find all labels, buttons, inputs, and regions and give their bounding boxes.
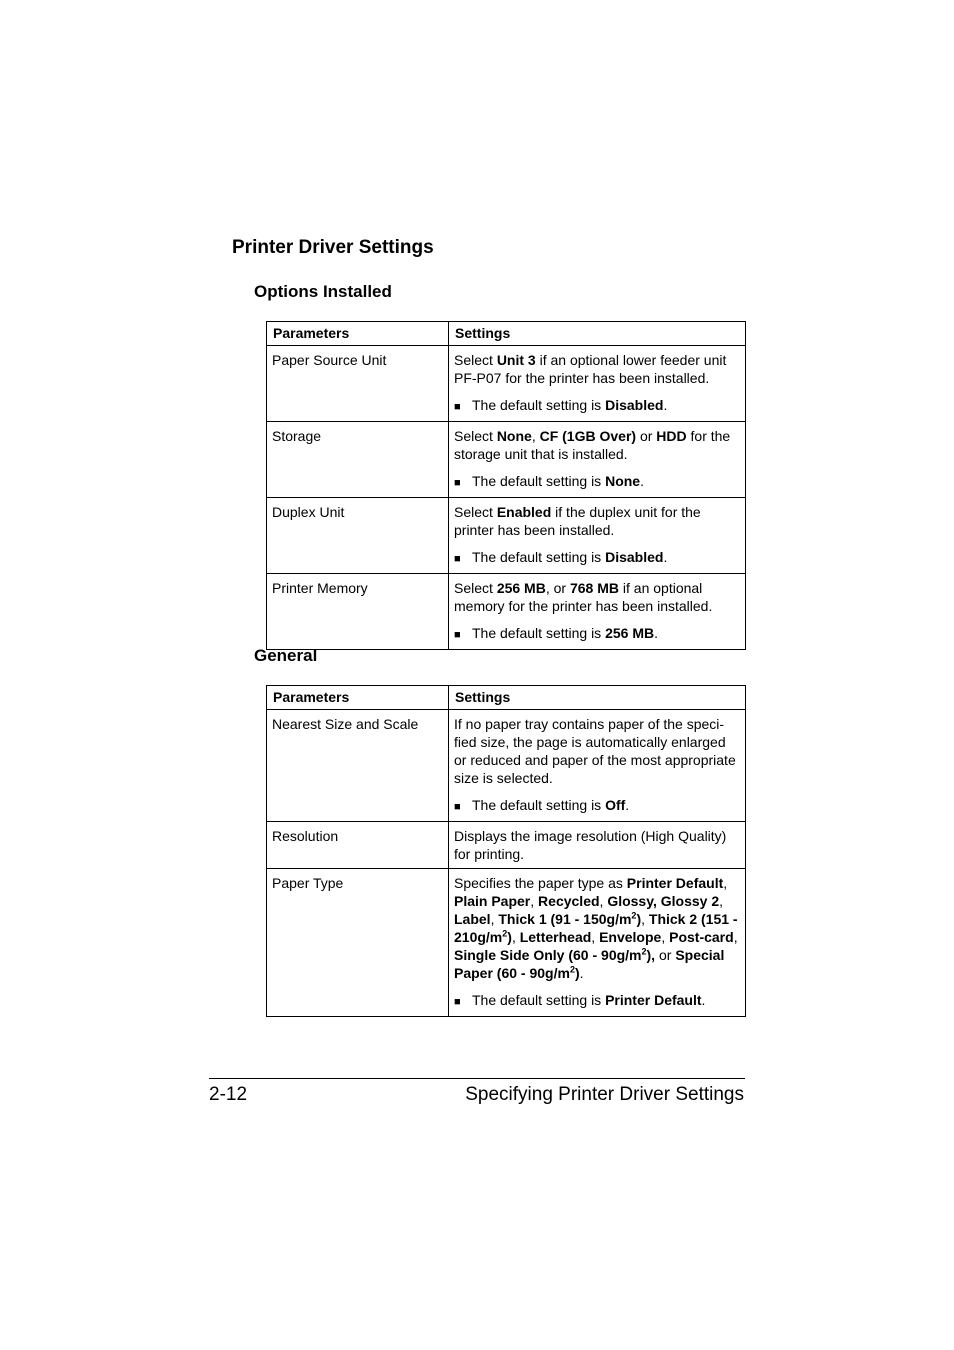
bold-text: 256 MB — [605, 625, 655, 641]
bold-text: Single Side Only (60 - 90g/m — [454, 947, 642, 963]
square-bullet-icon: ■ — [454, 996, 461, 1008]
settings-cell — [449, 869, 746, 1017]
bold-text: Special Paper (60 - 90g/m — [454, 947, 725, 981]
default-setting-note — [454, 396, 740, 416]
setting-description — [454, 579, 740, 615]
text-run: The default setting is — [472, 625, 606, 641]
table-header-row — [267, 686, 746, 710]
text-run: , — [723, 875, 728, 891]
parameters-column-header: Parameters — [267, 686, 449, 710]
square-bullet-icon: ■ — [454, 553, 461, 565]
bold-text: CF (1GB Over) — [539, 428, 637, 444]
bold-text: None — [605, 473, 641, 489]
bold-text: ), — [646, 947, 656, 963]
parameter-cell: Nearest Size and Scale — [267, 710, 449, 822]
superscript-value: 2 — [569, 964, 575, 975]
bold-text: Label — [454, 911, 491, 927]
bold-text: Printer Default — [605, 992, 702, 1008]
bold-text: Glossy, Glossy 2 — [607, 893, 720, 909]
bold-text: ) — [507, 929, 512, 945]
setting-description — [454, 427, 740, 463]
options-installed-table — [266, 321, 746, 650]
table-header-row — [267, 322, 746, 346]
text-run: , — [490, 911, 499, 927]
general-heading: General — [254, 646, 318, 665]
bold-text: Plain Paper — [454, 893, 531, 909]
bold-text: Printer Default — [626, 875, 724, 891]
bold-text: Thick 2 (151 - 210g/m — [454, 911, 738, 945]
text-run: The default setting is — [472, 992, 606, 1008]
table-row — [267, 574, 746, 650]
text-run: Select — [454, 428, 497, 444]
square-bullet-icon: ■ — [454, 801, 461, 813]
parameter-cell: Storage — [267, 422, 449, 498]
parameter-cell: Duplex Unit — [267, 498, 449, 574]
text-run: . — [654, 625, 658, 641]
parameter-cell: Printer Memory — [267, 574, 449, 650]
options-installed-heading: Options Installed — [254, 282, 392, 301]
text-run: , — [591, 929, 600, 945]
bold-text: ) — [574, 965, 580, 981]
bold-text: Unit 3 — [496, 352, 536, 368]
square-bullet-icon: ■ — [454, 629, 461, 641]
general-table — [266, 685, 746, 1017]
text-run: Select — [454, 504, 497, 520]
text-run: , or — [545, 580, 570, 596]
default-setting-note — [454, 624, 740, 644]
square-bullet-icon: ■ — [454, 401, 461, 413]
text-run: , — [641, 911, 649, 927]
page-number: 2-12 — [209, 1084, 248, 1105]
text-run: if an optional lower feeder unit PF-P07 for the printer has been installed. — [454, 352, 727, 386]
bold-text: Enabled — [496, 504, 552, 520]
setting-description — [454, 827, 740, 863]
text-run: If no paper tray contains paper of the speci-fied size, the page is automatically enlarged or reduced and paper of the most appropriate size is selected. — [454, 716, 736, 786]
table-row — [267, 822, 746, 869]
text-run: , — [719, 893, 723, 909]
text-run: . — [640, 473, 644, 489]
text-run: , — [733, 929, 738, 945]
text-run: . — [663, 549, 668, 565]
settings-cell — [449, 346, 746, 422]
text-run: , — [661, 929, 670, 945]
text-run: Select — [454, 580, 497, 596]
text-run: . — [663, 397, 668, 413]
settings-cell — [449, 574, 746, 650]
settings-cell — [449, 498, 746, 574]
bold-text: HDD — [656, 428, 687, 444]
superscript-value: 2 — [641, 946, 647, 957]
default-setting-note — [454, 548, 740, 568]
text-run: . — [625, 797, 630, 813]
text-run: . — [579, 965, 584, 981]
text-run: for the storage unit that is installed. — [454, 428, 731, 462]
settings-column-header: Settings — [449, 686, 746, 710]
superscript-value: 2 — [631, 910, 637, 921]
text-run: The default setting is — [472, 397, 606, 413]
square-bullet-icon: ■ — [454, 477, 461, 489]
text-run: if an optional memory for the printer has been installed. — [454, 580, 713, 614]
text-run: , — [531, 428, 540, 444]
text-run: . — [701, 992, 706, 1008]
bold-text: 768 MB — [569, 580, 619, 596]
text-run: , — [599, 893, 608, 909]
bold-text: Off — [605, 797, 626, 813]
setting-description — [454, 715, 740, 787]
bold-text: ) — [636, 911, 642, 927]
text-run: , — [511, 929, 520, 945]
text-run: or — [655, 947, 676, 963]
bold-text: Letterhead — [519, 929, 592, 945]
text-run: or — [636, 428, 657, 444]
bold-text: 256 MB — [496, 580, 546, 596]
bold-text: Disabled — [605, 549, 664, 565]
default-setting-note — [454, 796, 740, 816]
text-run: if the duplex unit for the printer has been installed. — [454, 504, 701, 538]
settings-cell — [449, 422, 746, 498]
superscript-value: 2 — [502, 928, 508, 939]
table-row — [267, 869, 746, 1017]
chapter-title: Specifying Printer Driver Settings — [465, 1084, 744, 1105]
bold-text: Recycled — [538, 893, 600, 909]
settings-column-header: Settings — [449, 322, 746, 346]
parameters-column-header: Parameters — [267, 322, 449, 346]
settings-cell — [449, 822, 746, 869]
text-run: Displays the image resolution (High Quality) for printing. — [454, 828, 727, 862]
setting-description — [454, 503, 740, 539]
text-run: The default setting is — [472, 473, 606, 489]
text-run: The default setting is — [472, 797, 606, 813]
bold-text: Post-card — [669, 929, 734, 945]
table-row — [267, 346, 746, 422]
settings-cell — [449, 710, 746, 822]
default-setting-note — [454, 991, 740, 1011]
setting-description — [454, 351, 740, 387]
default-setting-note — [454, 472, 740, 492]
parameter-cell: Resolution — [267, 822, 449, 869]
bold-text: Disabled — [605, 397, 664, 413]
bold-text: None — [496, 428, 532, 444]
table-row — [267, 422, 746, 498]
text-run: , — [530, 893, 539, 909]
text-run: The default setting is — [472, 549, 606, 565]
setting-description — [454, 874, 740, 982]
text-run: Specifies the paper type as — [454, 875, 627, 891]
text-run: Select — [454, 352, 497, 368]
table-row — [267, 710, 746, 822]
parameter-cell: Paper Source Unit — [267, 346, 449, 422]
parameter-cell: Paper Type — [267, 869, 449, 1017]
footer-divider — [209, 1078, 745, 1079]
bold-text: Thick 1 (91 - 150g/m — [498, 911, 632, 927]
table-row — [267, 498, 746, 574]
bold-text: Envelope — [599, 929, 662, 945]
page-title: Printer Driver Settings — [232, 237, 434, 258]
